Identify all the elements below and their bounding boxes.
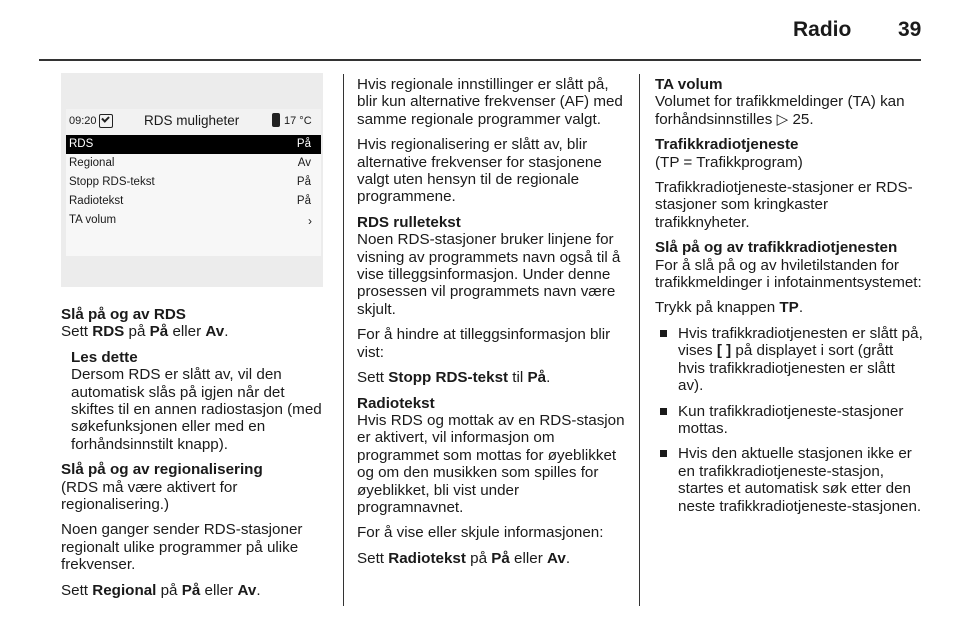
display-status-bar: [66, 109, 321, 136]
submenu-arrow-icon: ›: [308, 214, 312, 228]
column-divider-left: [343, 74, 344, 606]
menu-row-value: På: [296, 176, 311, 188]
column-3: [655, 76, 923, 523]
menu-row-ta-volum[interactable]: [66, 211, 321, 230]
heading-regionalisation: Slå på og av regionalisering: [61, 461, 263, 479]
display-menu-title: RDS muligheter: [144, 113, 240, 128]
column-divider-right: [639, 74, 640, 606]
paragraph: Noen ganger sender RDS-stasjoner regionalt ulike programmer på ulike frekvenser.: [61, 521, 303, 574]
paragraph: Volumet for trafikkmeldinger (TA) kan forhåndsinnstilles ▷ 25.: [655, 93, 905, 128]
page-number: 39: [898, 18, 922, 41]
menu-row-value: Av: [297, 157, 311, 169]
paragraph: Sett Radiotekst på På eller Av.: [357, 549, 571, 567]
menu-row-regional[interactable]: [66, 154, 321, 173]
paragraph: Hvis regionalisering er slått av, blir alternative frekvenser for stasjonene valgt uten hensyn til de regionale programmene.: [357, 136, 602, 206]
menu-row-label: RDS: [69, 138, 94, 150]
display-clock: 09:20: [69, 115, 97, 127]
heading-traffic-service: Trafikkradiotjeneste: [655, 136, 799, 154]
column-2: [357, 76, 627, 575]
display-screen: [66, 109, 321, 256]
list-item: Hvis den aktuelle stasjonen ikke er en trafikkradiotjeneste-stasjon, startes et automatisk søk etter den neste trafikkradiotjeneste-stasjonen.: [655, 445, 923, 515]
paragraph: Sett Stopp RDS-tekst til På.: [357, 369, 551, 387]
heading-rds-toggle: Slå på og av RDS: [61, 306, 186, 323]
paragraph: Hvis regionale innstillinger er slått på, blir kun alternative frekvenser (AF) med samme regionale programmer valgt.: [357, 76, 623, 128]
paragraph: For å vise eller skjule informasjonen:: [357, 524, 604, 542]
bullet-list: [655, 325, 923, 515]
heading-rds-scrolling-text: RDS rulletekst: [357, 213, 461, 231]
note-text: Dersom RDS er slått av, vil den automatisk slås på igjen når det skiftes til en annen radiostasjon (med søkefunksjonen eller med en forhåndsinnstilt knapp).: [71, 366, 322, 453]
paragraph: Hvis RDS og mottak av en RDS-stasjon er aktivert, vil informasjon om programmet som mottas for øyeblikket og om den musikken som spilles for øyeblikket, bli vist under programnavnet.: [357, 411, 625, 516]
list-item: Kun trafikkradiotjeneste-stasjoner mottas.: [655, 403, 923, 438]
menu-row-label: Regional: [69, 157, 115, 169]
page-section-title: Radio: [793, 18, 852, 41]
tp-status-icon: [99, 114, 113, 128]
heading-ta-volume: TA volum: [655, 76, 723, 93]
paragraph: For å slå på og av hviletilstanden for trafikkmeldinger i infotainmentsystemet:: [655, 256, 922, 292]
menu-row-stopp-rds-tekst[interactable]: [66, 173, 321, 192]
paragraph: Sett RDS på På eller Av.: [61, 323, 229, 341]
menu-row-value: På: [296, 195, 311, 207]
paragraph: Trafikkradiotjeneste-stasjoner er RDS-stasjoner som kringkaster trafikknyheter.: [655, 179, 913, 231]
menu-row-value: På: [296, 138, 311, 150]
note-title: Les dette: [71, 348, 138, 366]
column-1: [61, 306, 329, 607]
paragraph: Sett Regional på På eller Av.: [61, 581, 261, 599]
paragraph: (RDS må være aktivert for regionalisering.): [61, 478, 238, 514]
paragraph: For å hindre at tilleggsinformasjon blir vist:: [357, 326, 611, 361]
heading-traffic-toggle: Slå på og av trafikkradiotjenesten: [655, 239, 898, 257]
paragraph: Trykk på knappen TP.: [655, 299, 804, 317]
menu-row-label: Radiotekst: [69, 195, 124, 207]
header-divider: [39, 59, 921, 61]
paragraph: (TP = Trafikkprogram): [655, 153, 803, 171]
paragraph: Noen RDS-stasjoner bruker linjene for visning av programmets navn også til å vise tilleggsinformasjon. Under denne prosessen vil programmets navn være skjult.: [357, 231, 621, 318]
note-box: [71, 349, 329, 453]
menu-row-label: Stopp RDS-tekst: [69, 176, 155, 188]
menu-row-label: TA volum: [69, 214, 117, 226]
list-item: Hvis trafikkradiotjenesten er slått på, vises [ ] på displayet i sort (grått hvis trafikkradiotjenesten er slått av).: [655, 325, 923, 395]
temperature-icon: [272, 113, 280, 127]
menu-row-radiotekst[interactable]: [66, 192, 321, 211]
menu-row-rds[interactable]: [66, 135, 321, 154]
display-temperature: 17 °C: [284, 115, 312, 127]
heading-radio-text: Radiotekst: [357, 394, 435, 412]
